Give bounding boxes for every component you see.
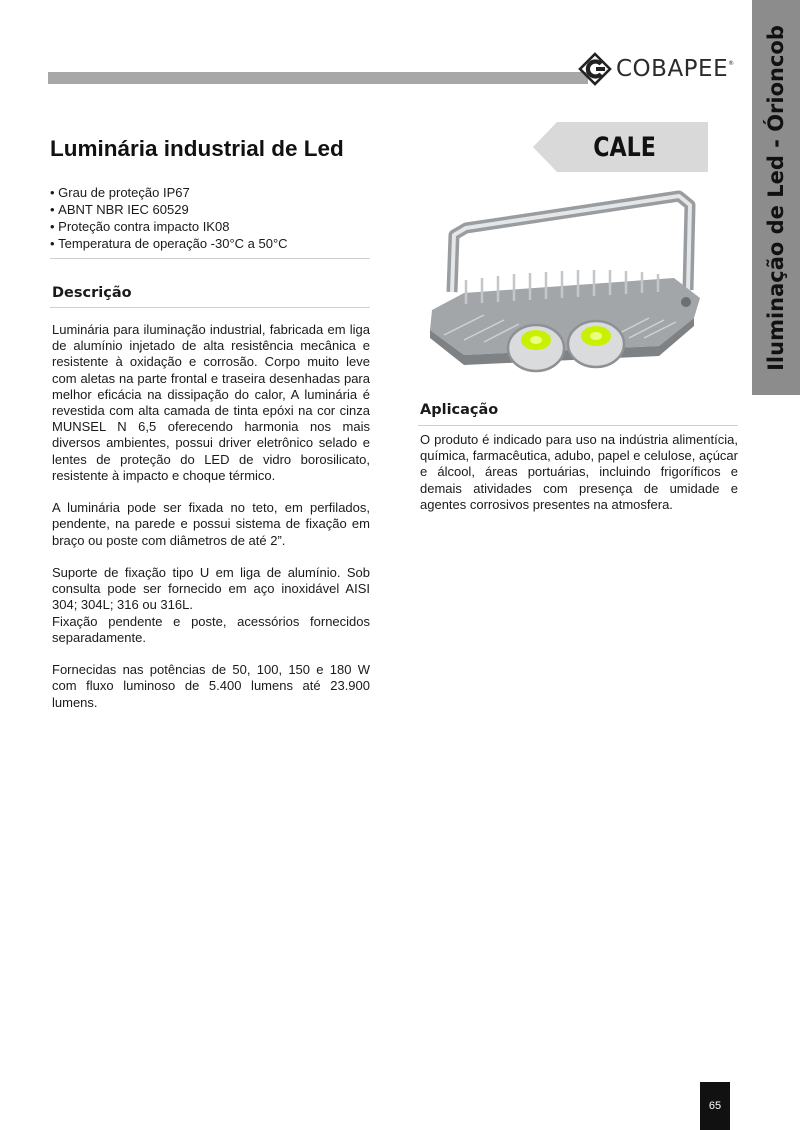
page-number: 65	[700, 1082, 730, 1130]
paragraph: O produto é indicado para uso na indústria alimentícia, química, farmacêutica, adubo, papel e celulose, açúcar e álcool, áreas portuárias, incluindo frigoríficos e demais atividades com presença de umidade e agentes corrosivos presentes na atmosfera.	[420, 432, 738, 512]
list-item: • Temperatura de operação -30°C a 50°C	[50, 235, 370, 252]
side-tab	[752, 0, 800, 395]
led-floodlight-image	[424, 190, 700, 385]
list-item: • Proteção contra impacto IK08	[50, 218, 370, 235]
paragraph: Suporte de fixação tipo U em liga de alumínio. Sob consulta pode ser fornecido em aço inoxidável AISI 304; 304L; 316 ou 316L.	[52, 565, 370, 613]
header-bar	[48, 72, 588, 84]
divider	[50, 307, 370, 308]
aplicacao-heading: Aplicação	[420, 402, 499, 418]
paragraph: Luminária para iluminação industrial, fabricada em liga de alumínio injetado de alta resistência mecânica e resistente à oxidação e corrosão. Corpo muito leve com aletas na parte frontal e traseira desenhadas para melhor eficácia na dissipação do calor, A luminária é revestida com alta camada de tinta epóxi na cor cinza MUNSEL N 6,5 oferecendo harmonia nos mais diversos ambientes, possui driver eletrônico selado e lentes de proteção do LED de vidro borosilicato, resistente à impacto e choque térmico.	[52, 322, 370, 483]
model-tag	[533, 122, 708, 172]
aplicacao-body	[420, 432, 738, 513]
list-item: • ABNT NBR IEC 60529	[50, 201, 370, 218]
feature-list	[50, 184, 370, 252]
list-item: • Grau de proteção IP67	[50, 184, 370, 201]
paragraph: Fixação pendente e poste, acessórios fornecidos separadamente.	[52, 613, 370, 645]
descricao-heading: Descrição	[52, 285, 132, 301]
page-title: Luminária industrial de Led	[50, 136, 344, 161]
brand-logo	[578, 52, 735, 86]
side-tab-label: Iluminação de Led - Órioncob	[764, 24, 789, 371]
model-tag-label: CALE	[593, 131, 656, 163]
paragraph: A luminária pode ser fixada no teto, em perfilados, pendente, na parede e possui sistema de fixação em braço ou poste com diâmetros de até 2”.	[52, 500, 370, 548]
paragraph: Fornecidas nas potências de 50, 100, 150 e 180 W com fluxo luminoso de 5.400 lumens até 23.900 lumens.	[52, 662, 370, 710]
descricao-body	[52, 322, 370, 727]
cobapee-logo-icon	[578, 52, 612, 86]
divider	[418, 425, 738, 426]
brand-name: COBAPEE®	[616, 56, 735, 82]
divider	[50, 258, 370, 259]
